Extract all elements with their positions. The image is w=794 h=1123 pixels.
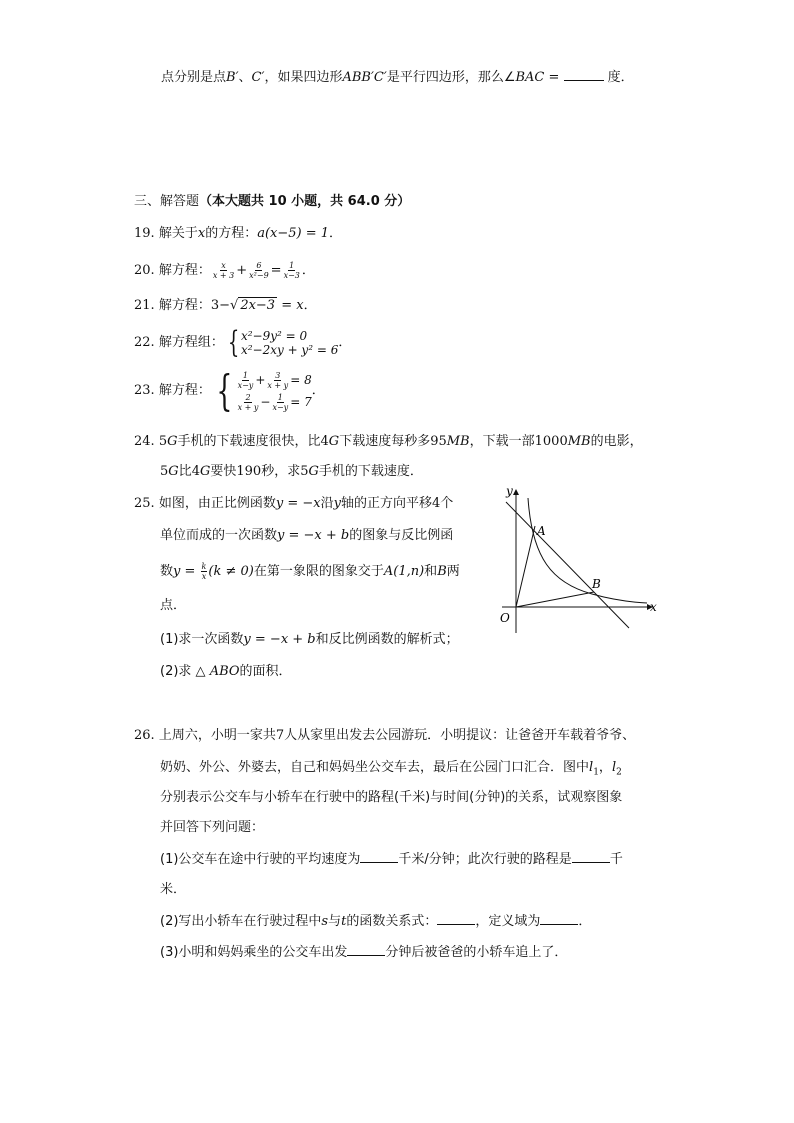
section-detail: （本大题共 10 小题，共 64.0 分） bbox=[199, 194, 411, 209]
math: C′ bbox=[251, 70, 265, 85]
math: MB bbox=[446, 434, 470, 449]
question-25-line3 bbox=[160, 560, 460, 584]
math: B′ bbox=[226, 70, 239, 85]
text: 要快 bbox=[210, 464, 237, 479]
answer-blank[interactable] bbox=[347, 943, 385, 956]
math: B bbox=[437, 564, 447, 579]
question-25-part2 bbox=[160, 662, 292, 682]
brace: { bbox=[216, 365, 233, 415]
fraction bbox=[237, 371, 255, 390]
text: ． bbox=[303, 298, 317, 313]
math: ABB′C′ bbox=[342, 70, 387, 85]
text: 并回答下列问题： bbox=[160, 820, 265, 835]
math: s bbox=[321, 914, 329, 929]
text: 解关于 bbox=[158, 226, 198, 241]
question-21 bbox=[134, 296, 317, 316]
fraction bbox=[248, 261, 270, 280]
math: ABO bbox=[209, 664, 240, 679]
math: l bbox=[611, 760, 617, 775]
fraction bbox=[212, 261, 235, 280]
operator: = 7 bbox=[290, 394, 312, 409]
denominator: x + y bbox=[267, 380, 289, 390]
text: 米． bbox=[160, 882, 187, 897]
denominator: x²−9 bbox=[249, 271, 269, 280]
math: = bbox=[544, 70, 564, 85]
text: 上周六，小明一家共 bbox=[158, 728, 276, 743]
question-26-part3 bbox=[160, 943, 567, 963]
math: 4 bbox=[431, 496, 441, 511]
text: ， bbox=[598, 760, 612, 775]
numerator: 1 bbox=[289, 261, 295, 270]
question-number: 25. bbox=[134, 496, 155, 511]
text: 千米/分钟；此次行驶的路程是 bbox=[398, 852, 572, 867]
math: y = −x + b bbox=[243, 632, 316, 647]
math: A(1,n) bbox=[383, 564, 425, 579]
text: 和反比例函数的解析式； bbox=[315, 632, 459, 647]
equation-row bbox=[236, 369, 312, 391]
operator: = bbox=[270, 263, 282, 278]
text: 秒，求 bbox=[261, 464, 301, 479]
text: ，如果四边形 bbox=[264, 70, 343, 85]
operator: − bbox=[260, 394, 271, 409]
math: G bbox=[308, 464, 319, 479]
question-25-part1 bbox=[160, 630, 459, 650]
denominator: x−3 bbox=[283, 271, 300, 280]
origin-label: O bbox=[500, 611, 510, 625]
text: 如图，由正比例函数 bbox=[158, 496, 276, 511]
text: (1)求一次函数 bbox=[160, 632, 244, 647]
question-26-line4 bbox=[160, 818, 264, 838]
denominator: x−y bbox=[237, 380, 254, 390]
denominator: x + 3 bbox=[212, 271, 235, 280]
hyperbola-curve bbox=[528, 498, 647, 603]
operator: + bbox=[236, 263, 248, 278]
text: 人从家里出发去公园游玩．小明提议：让爸爸开车载着爷爷、 bbox=[284, 728, 636, 743]
question-26-part1-cont bbox=[160, 880, 186, 900]
equation-row: x²−9y² = 0 bbox=[240, 328, 308, 343]
text: 、 bbox=[238, 70, 252, 85]
segment-ob bbox=[516, 592, 594, 607]
math: G bbox=[168, 464, 179, 479]
question-25-line2 bbox=[160, 526, 453, 546]
text: 沿 bbox=[320, 496, 334, 511]
text: 的函数关系式： bbox=[346, 914, 438, 929]
text: 解方程： bbox=[158, 263, 211, 278]
text: 在第一象限的图象交于 bbox=[253, 564, 384, 579]
denominator: x bbox=[201, 572, 207, 581]
numerator: 3 bbox=[275, 370, 281, 380]
top-line bbox=[161, 68, 634, 88]
math: x bbox=[197, 226, 206, 241]
text: 奶奶、外公、外婆去，自己和妈妈坐公交车去，最后在公园门口汇合．图中 bbox=[160, 760, 590, 775]
question-number: 24. bbox=[134, 434, 155, 449]
math: BAC bbox=[515, 70, 545, 85]
subscript: 1 bbox=[593, 767, 599, 778]
math: 5 bbox=[300, 464, 309, 479]
question-number: 26. bbox=[134, 728, 155, 743]
fraction bbox=[201, 562, 208, 581]
fraction bbox=[237, 393, 260, 412]
text: 解方程： bbox=[158, 298, 211, 313]
point-b-label: B bbox=[592, 577, 601, 591]
question-24-line2 bbox=[160, 462, 423, 482]
text: 是平行四边形，那么∠ bbox=[386, 70, 516, 85]
answer-blank[interactable] bbox=[360, 850, 398, 863]
brace: { bbox=[227, 324, 240, 360]
text: 单位而成的一次函数 bbox=[160, 528, 278, 543]
denominator: x + y bbox=[237, 402, 259, 412]
numerator: k bbox=[201, 562, 207, 571]
question-24 bbox=[134, 432, 643, 452]
text: 比 bbox=[178, 464, 192, 479]
math: G bbox=[199, 464, 211, 479]
math: 5 bbox=[158, 434, 168, 449]
question-26-part1 bbox=[160, 850, 623, 870]
text: 手机的下载速度很快，比 bbox=[177, 434, 321, 449]
text: 的面积． bbox=[239, 664, 292, 679]
question-26-line3 bbox=[160, 788, 622, 808]
text: 点分别是点 bbox=[161, 70, 227, 85]
question-23 bbox=[134, 366, 325, 416]
text: (1)公交车在途中行驶的平均速度为 bbox=[160, 852, 361, 867]
text: ． bbox=[301, 263, 315, 278]
text: 轴的正方向平移 bbox=[340, 496, 432, 511]
x-axis-label: x bbox=[650, 600, 657, 614]
answer-blank[interactable] bbox=[540, 912, 578, 925]
text: 的图象与反比例函 bbox=[349, 528, 454, 543]
equation-system bbox=[211, 365, 312, 415]
segment-oa bbox=[516, 526, 535, 607]
question-number: 23. bbox=[134, 383, 155, 398]
question-19 bbox=[134, 224, 342, 244]
math: G bbox=[328, 434, 340, 449]
equation-system bbox=[224, 324, 339, 360]
radicand: 2x−3 bbox=[240, 298, 276, 313]
operator: + bbox=[255, 372, 266, 387]
question-25 bbox=[134, 494, 453, 514]
text: 千 bbox=[609, 852, 623, 867]
answer-blank[interactable] bbox=[572, 850, 610, 863]
question-25-line4 bbox=[160, 596, 186, 616]
math: MB bbox=[567, 434, 591, 449]
question-20 bbox=[134, 259, 315, 283]
text: (3)小明和妈妈乘坐的公交车出发 bbox=[160, 945, 348, 960]
math: y = −x bbox=[275, 496, 321, 511]
section-header bbox=[134, 192, 410, 212]
text: ． bbox=[329, 226, 343, 241]
equation-row: x²−2xy + y² = 6 bbox=[240, 342, 339, 357]
question-number: 20. bbox=[134, 263, 155, 278]
math: l bbox=[589, 760, 594, 775]
answer-blank[interactable] bbox=[564, 68, 604, 81]
text: ，定义域为 bbox=[475, 914, 541, 929]
operator: = 8 bbox=[290, 372, 312, 387]
sqrt-sign: √ bbox=[230, 298, 239, 313]
numerator: 1 bbox=[242, 370, 248, 380]
text: ． bbox=[311, 383, 325, 398]
question-number: 22. bbox=[134, 335, 155, 350]
numerator: 2 bbox=[245, 392, 251, 402]
question-26-part2 bbox=[160, 912, 591, 932]
text: 分钟后被爸爸的小轿车追上了． bbox=[385, 945, 568, 960]
math: a(x−5) = 1 bbox=[257, 226, 330, 241]
question-number: 19. bbox=[134, 226, 155, 241]
fraction bbox=[283, 261, 301, 280]
math: y bbox=[333, 496, 341, 511]
math: 1000 bbox=[534, 434, 568, 449]
text: 度． bbox=[603, 70, 634, 85]
math: 95 bbox=[430, 434, 447, 449]
math: 4 bbox=[191, 464, 200, 479]
text: 解方程组： bbox=[158, 335, 224, 350]
text: 下载速度每秒多 bbox=[339, 434, 431, 449]
text: 的电影， bbox=[590, 434, 643, 449]
math: = x bbox=[277, 298, 304, 313]
text: 解方程： bbox=[158, 383, 211, 398]
linear-function-line bbox=[506, 502, 629, 628]
question-26 bbox=[134, 726, 635, 746]
math: 5 bbox=[160, 464, 169, 479]
text: 的方程： bbox=[205, 226, 258, 241]
math: 190 bbox=[236, 464, 262, 479]
text: (2)求 △ bbox=[160, 664, 210, 679]
math: y = −x + b bbox=[277, 528, 350, 543]
text: 手机的下载速度． bbox=[318, 464, 423, 479]
math: (k ≠ 0) bbox=[208, 564, 254, 579]
y-axis-label: y bbox=[506, 488, 513, 498]
point-a-label: A bbox=[537, 524, 546, 538]
text: (2)写出小轿车在行驶过程中 bbox=[160, 914, 322, 929]
math: 4 bbox=[320, 434, 329, 449]
math: t bbox=[341, 914, 347, 929]
text: ． bbox=[578, 914, 592, 929]
numerator: 1 bbox=[277, 392, 283, 402]
fraction bbox=[271, 393, 289, 412]
text: 与 bbox=[328, 914, 342, 929]
fraction bbox=[266, 371, 289, 390]
function-graph bbox=[492, 488, 662, 638]
section-title: 三、解答题 bbox=[134, 194, 200, 209]
text: ，下载一部 bbox=[469, 434, 535, 449]
text: 数 bbox=[160, 564, 174, 579]
answer-blank[interactable] bbox=[437, 912, 475, 925]
question-number: 21. bbox=[134, 298, 155, 313]
math: 3− bbox=[210, 298, 231, 313]
text: 两 bbox=[446, 564, 460, 579]
math: G bbox=[167, 434, 178, 449]
math: y = bbox=[173, 564, 200, 579]
question-26-line2 bbox=[160, 758, 622, 783]
subscript: 2 bbox=[616, 767, 622, 778]
denominator: x−y bbox=[272, 402, 289, 412]
numerator: x bbox=[221, 261, 226, 270]
math: 7 bbox=[275, 728, 285, 743]
text: 分别表示公交车与小轿车在行驶中的路程(千米)与时间(分钟)的关系，试观察图象 bbox=[160, 790, 623, 805]
text: 点． bbox=[160, 598, 187, 613]
question-22 bbox=[134, 325, 351, 361]
text: ． bbox=[338, 335, 352, 350]
numerator: 6 bbox=[256, 261, 262, 270]
text: 和 bbox=[424, 564, 438, 579]
equation-row bbox=[236, 391, 312, 413]
text: 个 bbox=[440, 496, 454, 511]
